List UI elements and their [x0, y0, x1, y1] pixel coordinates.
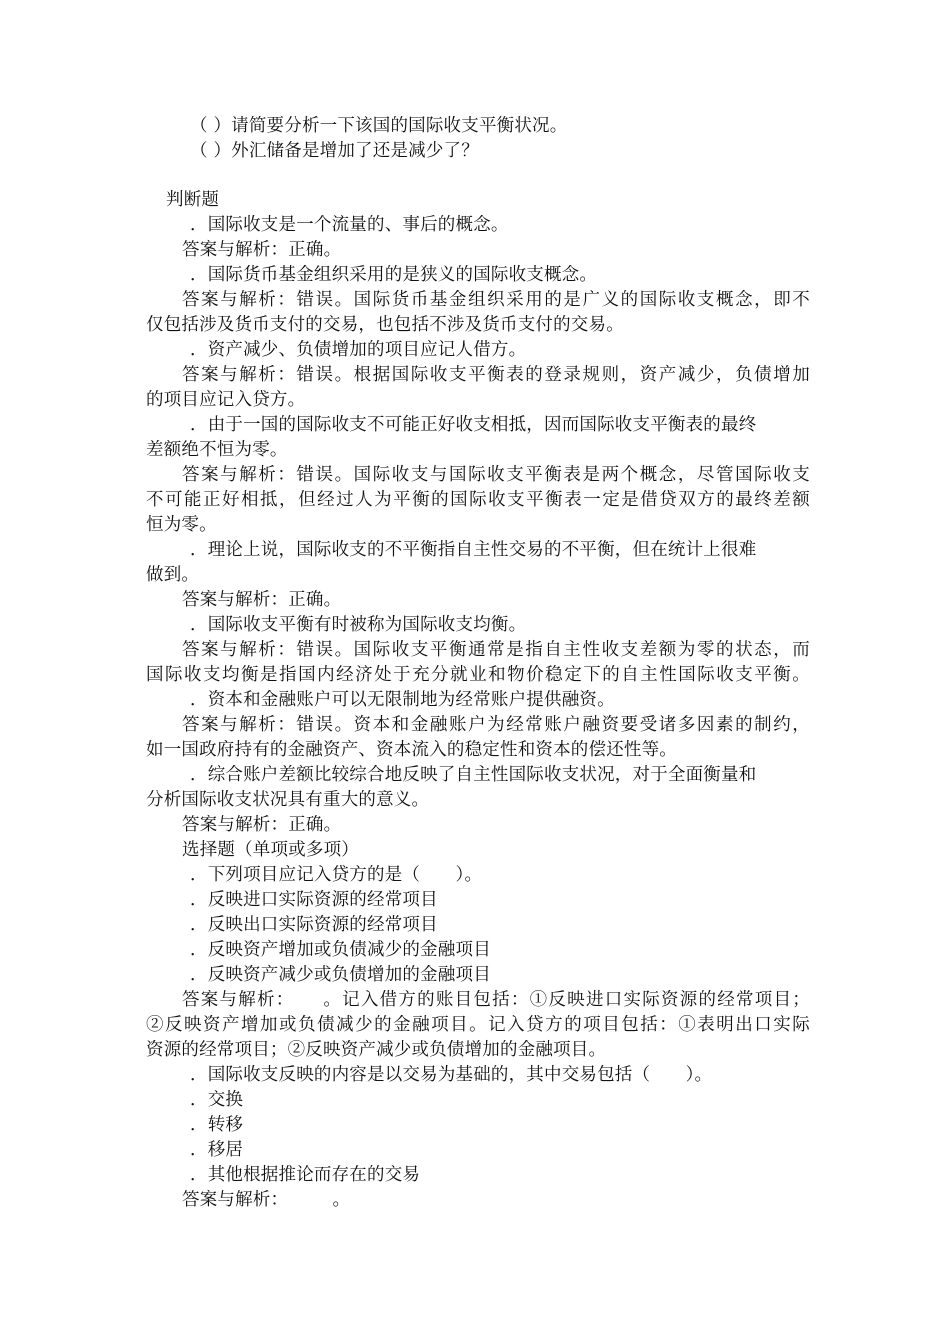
text-line: ．交换 — [190, 1090, 244, 1110]
text-line: ．由于一国的国际收支不可能正好收支相抵，因而国际收支平衡表的最终 — [190, 415, 757, 435]
text-line: ．转移 — [190, 1115, 244, 1135]
text-line: 恒为零。 — [146, 515, 217, 535]
text-line: 选择题（单项或多项） — [182, 840, 359, 860]
text-line: ．反映资产增加或负债减少的金融项目 — [190, 940, 491, 960]
text-line: ．反映进口实际资源的经常项目 — [190, 890, 438, 910]
text-line: 答案与解析：错误。国际货币基金组织采用的是广义的国际收支概念，即不 — [182, 290, 810, 310]
text-line: 答案与解析： 。记入借方的账目包括：①反映进口实际资源的经常项目； — [182, 990, 810, 1010]
text-line: ．国际收支是一个流量的、事后的概念。 — [190, 215, 509, 235]
text-line: （ ）外汇储备是增加了还是减少了？ — [190, 141, 479, 161]
text-line: ．其他根据推论而存在的交易 — [190, 1165, 421, 1185]
text-line: 不可能正好相抵，但经过人为平衡的国际收支平衡表一定是借贷双方的最终差额 — [146, 490, 810, 510]
text-line: ．移居 — [190, 1140, 244, 1160]
text-line: ．国际收支反映的内容是以交易为基础的，其中交易包括（ ）。 — [190, 1065, 713, 1085]
text-line: 的项目应记入贷方。 — [146, 390, 306, 410]
text-line: 分析国际收支状况具有重大的意义。 — [146, 790, 430, 810]
text-line: 做到。 — [146, 565, 200, 585]
text-line: 答案与解析：错误。资本和金融账户为经常账户融资要受诸多因素的制约， — [182, 715, 810, 735]
text-line: 资源的经常项目；②反映资产减少或负债增加的金融项目。 — [146, 1040, 607, 1060]
text-line: ．国际收支平衡有时被称为国际收支均衡。 — [190, 615, 527, 635]
text-line: ．下列项目应记入贷方的是（ ）。 — [190, 865, 483, 885]
text-line: ．国际货币基金组织采用的是狭义的国际收支概念。 — [190, 265, 598, 285]
text-line: ．资本和金融账户可以无限制地为经常账户提供融资。 — [190, 690, 615, 710]
text-line: 答案与解析：错误。国际收支平衡通常是指自主性收支差额为零的状态，而 — [182, 640, 810, 660]
text-line: 答案与解析： 。 — [182, 1190, 351, 1210]
text-line: 答案与解析：正确。 — [182, 815, 342, 835]
text-line: 答案与解析：错误。根据国际收支平衡表的登录规则，资产减少，负债增加 — [182, 365, 810, 385]
text-line: 答案与解析：正确。 — [182, 590, 342, 610]
text-line: ．反映出口实际资源的经常项目 — [190, 915, 438, 935]
text-line: ．反映资产减少或负债增加的金融项目 — [190, 965, 491, 985]
text-line: ．资产减少、负债增加的项目应记人借方。 — [190, 340, 527, 360]
text-line: ②反映资产增加或负债减少的金融项目。记入贷方的项目包括：①表明出口实际 — [146, 1015, 810, 1035]
text-line: 国际收支均衡是指国内经济处于充分就业和物价稳定下的自主性国际收支平衡。 — [146, 665, 810, 685]
text-line: 答案与解析：正确。 — [182, 240, 342, 260]
text-line: 答案与解析：错误。国际收支与国际收支平衡表是两个概念，尽管国际收支 — [182, 465, 810, 485]
text-line: 仅包括涉及货币支付的交易，也包括不涉及货币支付的交易。 — [146, 315, 624, 335]
text-line: （ ）请简要分析一下该国的国际收支平衡状况。 — [190, 116, 568, 136]
text-line: 如一国政府持有的金融资产、资本流入的稳定性和资本的偿还性等。 — [146, 740, 677, 760]
text-line: ．理论上说，国际收支的不平衡指自主性交易的不平衡，但在统计上很难 — [190, 540, 757, 560]
text-line: ．综合账户差额比较综合地反映了自主性国际收支状况，对于全面衡量和 — [190, 765, 757, 785]
text-line: 差额绝不恒为零。 — [146, 440, 288, 460]
text-line: 判断题 — [166, 190, 220, 210]
